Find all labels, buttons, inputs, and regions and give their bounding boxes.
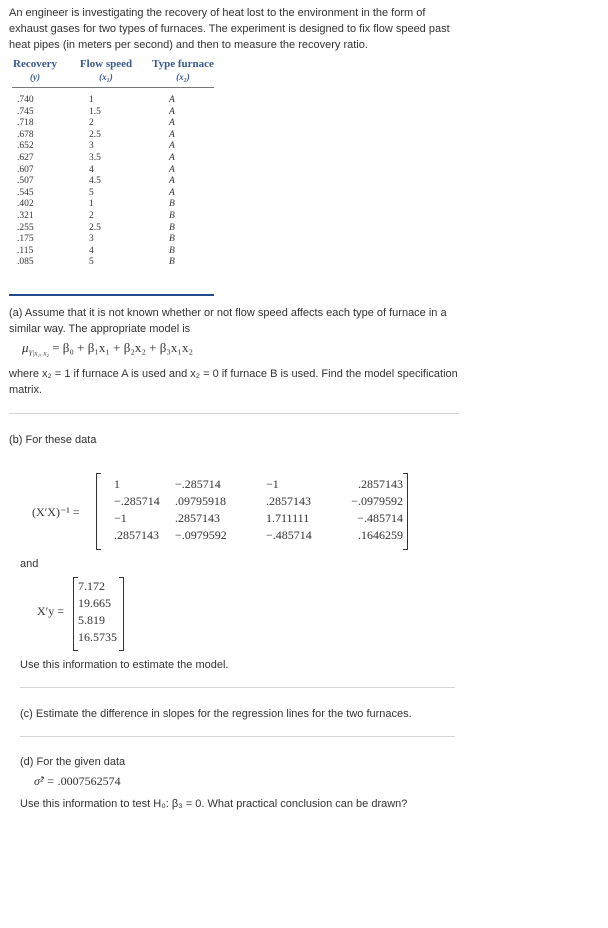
subheader-x2: (x₂)	[176, 72, 190, 82]
matrix-cell: .2857143	[114, 528, 159, 542]
header-recovery: Recovery	[13, 58, 57, 70]
matrix-cell: −.485714	[266, 528, 312, 542]
vector-cell: 19.665	[78, 596, 111, 610]
table-cell: 4	[89, 245, 94, 256]
header-type-furnace: Type furnace	[152, 58, 214, 70]
xtx-inverse-matrix	[100, 477, 405, 547]
vector-cell: 7.172	[78, 579, 105, 593]
table-cell: B	[169, 211, 175, 221]
matrix-cell: −.0979592	[175, 528, 227, 542]
matrix-cell: −1	[114, 511, 127, 525]
table-cell: .745	[17, 106, 34, 117]
table-cell: 2.5	[89, 222, 101, 233]
and-text: and	[20, 558, 39, 570]
matrix-cell: .2857143	[266, 494, 311, 508]
table-cell: 5	[89, 257, 94, 268]
matrix-cell: −.485714	[357, 511, 403, 525]
part-c-text: (c) Estimate the difference in slopes for the regression lines for the two furnaces.	[20, 708, 412, 720]
part-a-text: (a) Assume that it is not known whether or not flow speed affects each type of furnace in a similar way. The appropriate model is	[9, 307, 447, 335]
vector-cell: 16.5735	[78, 630, 117, 644]
divider	[20, 687, 455, 688]
table-cell: B	[169, 222, 175, 233]
table-cell: 3.5	[89, 153, 101, 163]
table-cell: A	[169, 118, 175, 129]
table-cell: .507	[17, 176, 34, 187]
table-cell: 1.5	[89, 106, 101, 117]
part-d-test-text: Use this information to test H₀: β₃ = 0. What practical conclusion can be drawn?	[20, 798, 408, 810]
divider	[9, 413, 459, 414]
matrix-cell: −.0979592	[351, 494, 403, 508]
xty-vector	[78, 579, 122, 649]
table-cell: 4	[89, 164, 94, 175]
table-cell: A	[169, 141, 175, 152]
regression-model: $\mu_{Y|x_1, x_2} = \beta_0 + \beta_1x_1 + \beta_2x_2 + \beta_3x_1x_2$	[22, 340, 193, 358]
table-cell: B	[169, 199, 175, 210]
table-cell: .652	[17, 141, 34, 152]
table-cell: A	[169, 153, 175, 163]
subheader-x1: (x₁)	[99, 72, 113, 82]
table-cell: .678	[17, 129, 34, 140]
table-cell: .627	[17, 153, 34, 163]
xtx-inverse-label: (X′X)⁻¹ =	[32, 505, 80, 519]
model-subscript: Y|x₁, x₂	[28, 349, 49, 358]
table-cell: 3	[89, 234, 94, 245]
table-cell: 5	[89, 187, 94, 198]
matrix-cell: .2857143	[358, 477, 403, 491]
part-b-use-text: Use this information to estimate the model.	[20, 659, 229, 671]
table-cell: B	[169, 234, 175, 245]
table-cell: .085	[17, 257, 34, 268]
header-rule	[12, 87, 214, 88]
problem-intro: An engineer is investigating the recovery of heat lost to the environment in the form of exhaust gases for two types of furnaces. The experiment is designed to fix flow speed past heat pipes (in meters per second) and then to measure the recovery ratio.	[9, 7, 450, 51]
table-cell: .740	[17, 95, 34, 105]
matrix-cell: .2857143	[175, 511, 220, 525]
sigma-label: σ̂² =	[34, 774, 58, 788]
table-cell: A	[169, 95, 175, 105]
matrix-cell: −.285714	[175, 477, 221, 491]
table-cell: A	[169, 106, 175, 117]
matrix-cell: −.285714	[114, 494, 160, 508]
matrix-cell: .09795918	[175, 494, 226, 508]
table-cell: A	[169, 176, 175, 187]
table-cell: 4.5	[89, 176, 101, 187]
sigma-value: .0007562574	[57, 774, 121, 788]
table-cell: 2.5	[89, 129, 101, 140]
header-flow-speed: Flow speed	[79, 58, 133, 70]
table-cell: 2	[89, 211, 94, 221]
table-cell: 1	[89, 95, 94, 105]
table-cell: B	[169, 257, 175, 268]
table-bottom-rule	[9, 294, 214, 296]
table-cell: .718	[17, 118, 34, 129]
table-cell: B	[169, 245, 175, 256]
table-cell: .545	[17, 187, 34, 198]
divider	[20, 736, 455, 737]
table-cell: .115	[17, 245, 34, 256]
table-cell: .175	[17, 234, 34, 245]
table-cell: A	[169, 129, 175, 140]
table-cell: .402	[17, 199, 34, 210]
table-cell: A	[169, 164, 175, 175]
part-a-where-text: where x₂ = 1 if furnace A is used and x₂ = 0 if furnace B is used. Find the model specification matrix.	[9, 368, 458, 396]
part-b-text: (b) For these data	[9, 434, 97, 446]
sigma-squared-estimate	[34, 774, 121, 789]
model-equation: = β₀ + β₁x₁ + β₂x₂ + β₃x₁x₂	[48, 340, 193, 355]
matrix-cell: −1	[266, 477, 279, 491]
table-cell: .255	[17, 222, 34, 233]
table-cell: 1	[89, 199, 94, 210]
matrix-cell: .1646259	[358, 528, 403, 542]
table-cell: .607	[17, 164, 34, 175]
table-cell: 3	[89, 141, 94, 152]
subheader-y: (y)	[30, 72, 40, 82]
vector-cell: 5.819	[78, 613, 105, 627]
part-d-text: (d) For the given data	[20, 756, 126, 768]
matrix-cell: 1.711111	[266, 511, 310, 525]
xty-label: X′y =	[37, 604, 65, 618]
table-cell: .321	[17, 211, 34, 221]
table-cell: A	[169, 187, 175, 198]
table-cell: 2	[89, 118, 94, 129]
matrix-cell: 1	[114, 477, 120, 491]
